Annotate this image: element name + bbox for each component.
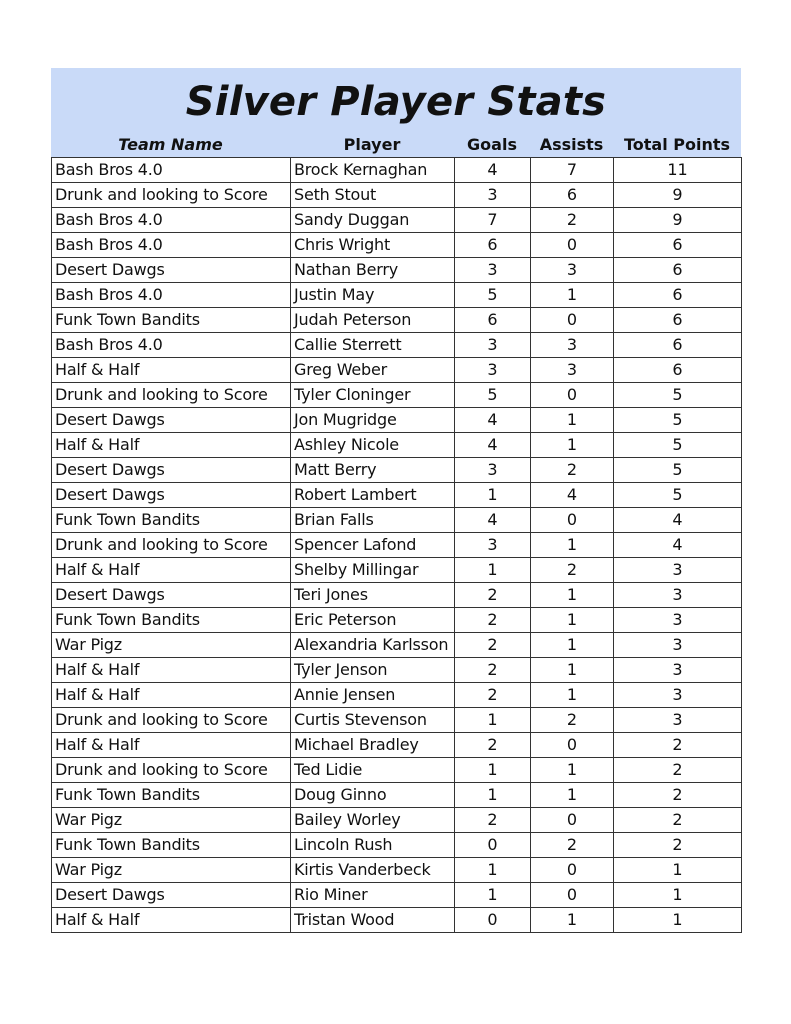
player-name-cell: Greg Weber	[291, 358, 455, 383]
total-points-cell: 5	[614, 458, 742, 483]
total-points-cell: 1	[614, 883, 742, 908]
player-name-cell: Kirtis Vanderbeck	[291, 858, 455, 883]
table-row	[52, 633, 742, 658]
total-points-cell: 3	[614, 583, 742, 608]
goals-cell: 3	[455, 258, 531, 283]
total-points-cell: 3	[614, 558, 742, 583]
goals-cell: 2	[455, 633, 531, 658]
goals-cell: 3	[455, 458, 531, 483]
assists-cell: 3	[531, 258, 614, 283]
total-points-cell: 6	[614, 358, 742, 383]
assists-cell: 1	[531, 608, 614, 633]
team-name-cell: Funk Town Bandits	[52, 508, 291, 533]
team-name-cell: Funk Town Bandits	[52, 783, 291, 808]
player-name-cell: Shelby Millingar	[291, 558, 455, 583]
total-points-cell: 11	[614, 158, 742, 183]
player-name-cell: Sandy Duggan	[291, 208, 455, 233]
player-name-cell: Brock Kernaghan	[291, 158, 455, 183]
assists-cell: 1	[531, 283, 614, 308]
total-points-cell: 6	[614, 308, 742, 333]
goals-cell: 1	[455, 708, 531, 733]
table-row	[52, 908, 742, 933]
table-row	[52, 583, 742, 608]
table-row	[52, 683, 742, 708]
team-name-cell: Half & Half	[52, 433, 291, 458]
goals-cell: 1	[455, 758, 531, 783]
table-row	[52, 608, 742, 633]
assists-cell: 1	[531, 758, 614, 783]
total-points-cell: 4	[614, 533, 742, 558]
total-points-cell: 4	[614, 508, 742, 533]
goals-cell: 4	[455, 158, 531, 183]
team-name-cell: Half & Half	[52, 358, 291, 383]
assists-cell: 0	[531, 233, 614, 258]
page-title: Silver Player Stats	[185, 79, 607, 125]
player-name-cell: Judah Peterson	[291, 308, 455, 333]
column-header-assists: Assists	[539, 135, 604, 154]
column-header-total-points: Total Points	[623, 135, 731, 154]
goals-cell: 2	[455, 608, 531, 633]
goals-cell: 7	[455, 208, 531, 233]
table-row	[52, 883, 742, 908]
goals-cell: 3	[455, 183, 531, 208]
player-name-cell: Seth Stout	[291, 183, 455, 208]
goals-cell: 2	[455, 733, 531, 758]
team-name-cell: Drunk and looking to Score	[52, 183, 291, 208]
team-name-cell: Drunk and looking to Score	[52, 758, 291, 783]
table-row	[52, 308, 742, 333]
assists-cell: 2	[531, 458, 614, 483]
total-points-cell: 3	[614, 658, 742, 683]
team-name-cell: Half & Half	[52, 683, 291, 708]
assists-cell: 1	[531, 633, 614, 658]
goals-cell: 1	[455, 483, 531, 508]
total-points-cell: 2	[614, 783, 742, 808]
assists-cell: 2	[531, 708, 614, 733]
table-row	[52, 358, 742, 383]
total-points-cell: 5	[614, 483, 742, 508]
player-name-cell: Michael Bradley	[291, 733, 455, 758]
assists-cell: 2	[531, 208, 614, 233]
total-points-cell: 1	[614, 858, 742, 883]
table-row	[52, 483, 742, 508]
goals-cell: 0	[455, 908, 531, 933]
player-name-cell: Eric Peterson	[291, 608, 455, 633]
column-header-player: Player	[343, 135, 401, 154]
goals-cell: 5	[455, 383, 531, 408]
team-name-cell: Desert Dawgs	[52, 408, 291, 433]
team-name-cell: Half & Half	[52, 658, 291, 683]
player-name-cell: Lincoln Rush	[291, 833, 455, 858]
table-row	[52, 533, 742, 558]
team-name-cell: Desert Dawgs	[52, 483, 291, 508]
total-points-cell: 3	[614, 708, 742, 733]
goals-cell: 1	[455, 558, 531, 583]
column-header-goals: Goals	[467, 135, 517, 154]
team-name-cell: Drunk and looking to Score	[52, 533, 291, 558]
team-name-cell: War Pigz	[52, 808, 291, 833]
goals-cell: 1	[455, 783, 531, 808]
player-name-cell: Chris Wright	[291, 233, 455, 258]
goals-cell: 3	[455, 333, 531, 358]
player-name-cell: Robert Lambert	[291, 483, 455, 508]
team-name-cell: Funk Town Bandits	[52, 833, 291, 858]
player-name-cell: Justin May	[291, 283, 455, 308]
team-name-cell: Desert Dawgs	[52, 258, 291, 283]
assists-cell: 1	[531, 583, 614, 608]
assists-cell: 0	[531, 733, 614, 758]
assists-cell: 0	[531, 858, 614, 883]
total-points-cell: 6	[614, 283, 742, 308]
table-row	[52, 458, 742, 483]
team-name-cell: Bash Bros 4.0	[52, 233, 291, 258]
table-row	[52, 333, 742, 358]
table-row	[52, 158, 742, 183]
goals-cell: 2	[455, 583, 531, 608]
total-points-cell: 6	[614, 233, 742, 258]
goals-cell: 3	[455, 358, 531, 383]
stats-sheet	[51, 68, 741, 933]
assists-cell: 0	[531, 808, 614, 833]
column-header-team: Team Name	[118, 135, 223, 154]
player-name-cell: Jon Mugridge	[291, 408, 455, 433]
assists-cell: 2	[531, 558, 614, 583]
goals-cell: 2	[455, 658, 531, 683]
goals-cell: 1	[455, 858, 531, 883]
table-row	[52, 433, 742, 458]
table-row	[52, 658, 742, 683]
assists-cell: 1	[531, 908, 614, 933]
player-name-cell: Curtis Stevenson	[291, 708, 455, 733]
table-row	[52, 383, 742, 408]
player-name-cell: Annie Jensen	[291, 683, 455, 708]
assists-cell: 4	[531, 483, 614, 508]
team-name-cell: Half & Half	[52, 558, 291, 583]
table-row	[52, 508, 742, 533]
team-name-cell: Half & Half	[52, 733, 291, 758]
column-headers	[51, 132, 741, 157]
team-name-cell: Bash Bros 4.0	[52, 333, 291, 358]
goals-cell: 6	[455, 233, 531, 258]
table-row	[52, 733, 742, 758]
total-points-cell: 1	[614, 908, 742, 933]
assists-cell: 0	[531, 883, 614, 908]
total-points-cell: 3	[614, 608, 742, 633]
goals-cell: 3	[455, 533, 531, 558]
assists-cell: 1	[531, 433, 614, 458]
total-points-cell: 6	[614, 258, 742, 283]
player-name-cell: Tristan Wood	[291, 908, 455, 933]
assists-cell: 6	[531, 183, 614, 208]
table-row	[52, 833, 742, 858]
goals-cell: 1	[455, 883, 531, 908]
total-points-cell: 6	[614, 333, 742, 358]
team-name-cell: Bash Bros 4.0	[52, 283, 291, 308]
goals-cell: 5	[455, 283, 531, 308]
assists-cell: 1	[531, 408, 614, 433]
player-name-cell: Alexandria Karlsson	[291, 633, 455, 658]
goals-cell: 2	[455, 808, 531, 833]
team-name-cell: Drunk and looking to Score	[52, 708, 291, 733]
assists-cell: 1	[531, 658, 614, 683]
assists-cell: 1	[531, 533, 614, 558]
player-name-cell: Callie Sterrett	[291, 333, 455, 358]
team-name-cell: Half & Half	[52, 908, 291, 933]
goals-cell: 4	[455, 408, 531, 433]
total-points-cell: 5	[614, 383, 742, 408]
player-name-cell: Ashley Nicole	[291, 433, 455, 458]
player-name-cell: Tyler Jenson	[291, 658, 455, 683]
assists-cell: 0	[531, 383, 614, 408]
table-row	[52, 858, 742, 883]
table-row	[52, 183, 742, 208]
player-name-cell: Brian Falls	[291, 508, 455, 533]
table-row	[52, 233, 742, 258]
team-name-cell: Bash Bros 4.0	[52, 158, 291, 183]
table-row	[52, 283, 742, 308]
assists-cell: 3	[531, 333, 614, 358]
player-name-cell: Spencer Lafond	[291, 533, 455, 558]
total-points-cell: 3	[614, 683, 742, 708]
team-name-cell: Desert Dawgs	[52, 883, 291, 908]
total-points-cell: 3	[614, 633, 742, 658]
table-row	[52, 408, 742, 433]
player-stats-body	[52, 158, 742, 933]
goals-cell: 2	[455, 683, 531, 708]
player-name-cell: Doug Ginno	[291, 783, 455, 808]
total-points-cell: 5	[614, 408, 742, 433]
assists-cell: 1	[531, 683, 614, 708]
assists-cell: 7	[531, 158, 614, 183]
team-name-cell: Funk Town Bandits	[52, 608, 291, 633]
total-points-cell: 2	[614, 758, 742, 783]
table-row	[52, 783, 742, 808]
team-name-cell: Desert Dawgs	[52, 458, 291, 483]
player-name-cell: Ted Lidie	[291, 758, 455, 783]
assists-cell: 1	[531, 783, 614, 808]
player-name-cell: Matt Berry	[291, 458, 455, 483]
player-stats-table	[51, 157, 742, 933]
total-points-cell: 2	[614, 833, 742, 858]
player-name-cell: Tyler Cloninger	[291, 383, 455, 408]
team-name-cell: Funk Town Bandits	[52, 308, 291, 333]
assists-cell: 3	[531, 358, 614, 383]
player-name-cell: Rio Miner	[291, 883, 455, 908]
team-name-cell: War Pigz	[52, 633, 291, 658]
table-row	[52, 558, 742, 583]
table-row	[52, 758, 742, 783]
total-points-cell: 5	[614, 433, 742, 458]
goals-cell: 4	[455, 508, 531, 533]
header-band	[51, 68, 741, 157]
goals-cell: 4	[455, 433, 531, 458]
assists-cell: 2	[531, 833, 614, 858]
player-name-cell: Teri Jones	[291, 583, 455, 608]
table-row	[52, 258, 742, 283]
total-points-cell: 9	[614, 208, 742, 233]
table-row	[52, 208, 742, 233]
assists-cell: 0	[531, 508, 614, 533]
table-row	[52, 708, 742, 733]
team-name-cell: Desert Dawgs	[52, 583, 291, 608]
team-name-cell: Drunk and looking to Score	[52, 383, 291, 408]
goals-cell: 6	[455, 308, 531, 333]
goals-cell: 0	[455, 833, 531, 858]
table-row	[52, 808, 742, 833]
team-name-cell: War Pigz	[52, 858, 291, 883]
team-name-cell: Bash Bros 4.0	[52, 208, 291, 233]
player-name-cell: Bailey Worley	[291, 808, 455, 833]
total-points-cell: 2	[614, 733, 742, 758]
assists-cell: 0	[531, 308, 614, 333]
player-name-cell: Nathan Berry	[291, 258, 455, 283]
total-points-cell: 2	[614, 808, 742, 833]
total-points-cell: 9	[614, 183, 742, 208]
